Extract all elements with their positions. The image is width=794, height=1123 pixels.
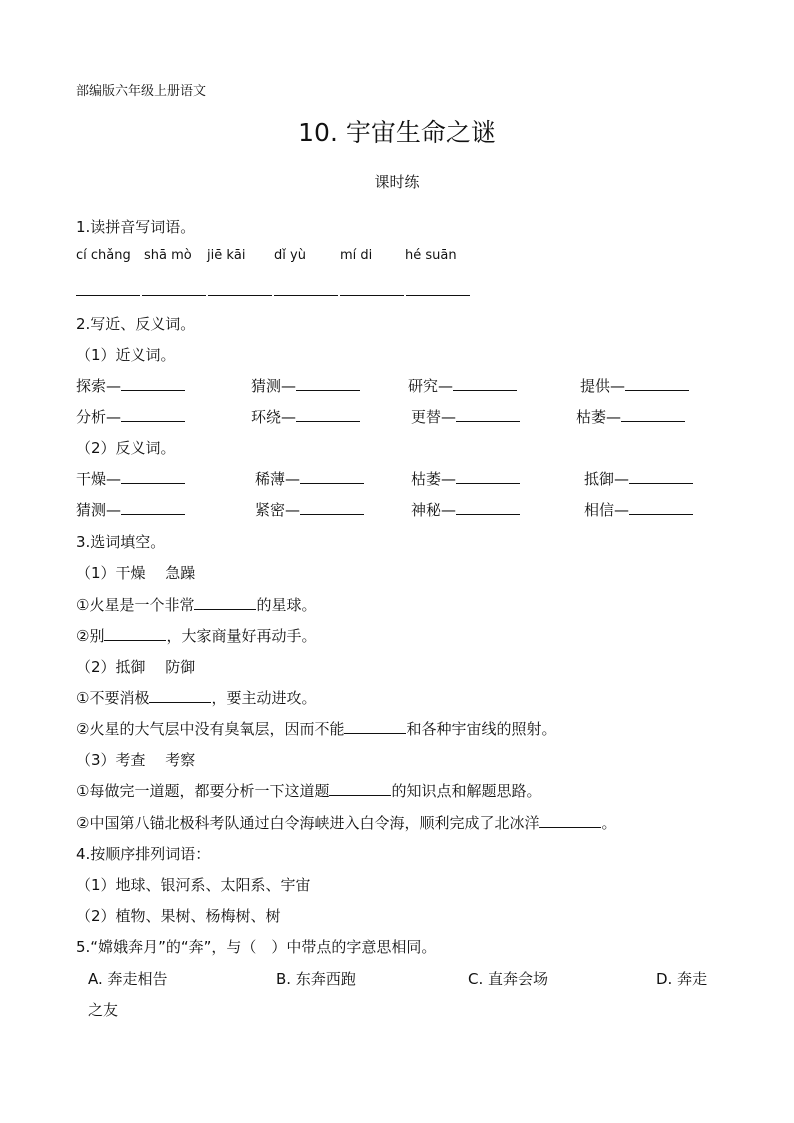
q5-option-d[interactable]: D. 奔走 bbox=[656, 970, 708, 988]
q3-sentence: ①火星是一个非常 的星球。 bbox=[76, 596, 317, 614]
q2-ant-item: 相信— bbox=[584, 499, 693, 520]
document-header: 部编版六年级上册语文 bbox=[76, 84, 207, 99]
q2-syn-item: 环绕— bbox=[251, 406, 360, 427]
page-title: 10. 宇宙生命之谜 bbox=[298, 118, 496, 147]
q2-syn-item: 更替— bbox=[411, 406, 520, 427]
q4-item-1: （1）地球、银河系、太阳系、宇宙 bbox=[76, 876, 311, 894]
q2-syn-item: 枯萎— bbox=[576, 406, 685, 427]
q1-pinyin-3: jiē kāi bbox=[207, 248, 246, 263]
q1-blank-5[interactable] bbox=[340, 280, 404, 296]
q3-sentence: ②别 ，大家商量好再动手。 bbox=[76, 627, 317, 645]
q5-option-b[interactable]: B. 东奔西跑 bbox=[276, 970, 356, 988]
q2-ant-item: 抵御— bbox=[584, 468, 693, 489]
q2-ant-item: 神秘— bbox=[411, 499, 520, 520]
q3-group-1: （1）干燥 急躁 bbox=[76, 564, 196, 582]
q1-pinyin-1: cí chǎng bbox=[76, 248, 131, 263]
q2-ant-item: 猜测— bbox=[76, 499, 185, 520]
answer-blank[interactable] bbox=[329, 781, 391, 796]
q4-prompt: 4.按顺序排列词语： bbox=[76, 845, 211, 863]
q1-blank-2[interactable] bbox=[142, 280, 206, 296]
answer-blank[interactable] bbox=[625, 376, 689, 391]
q2-syn-item: 猜测— bbox=[251, 375, 360, 396]
q1-blank-3[interactable] bbox=[208, 280, 272, 296]
answer-blank[interactable] bbox=[456, 469, 520, 484]
answer-blank[interactable] bbox=[104, 626, 166, 641]
q1-blank-4[interactable] bbox=[274, 280, 338, 296]
answer-blank[interactable] bbox=[453, 376, 517, 391]
q1-answer-blanks[interactable] bbox=[76, 280, 470, 296]
q2-ant-item: 枯萎— bbox=[411, 468, 520, 489]
q3-sentence: ②火星的大气层中没有臭氧层，因而不能 和各种宇宙线的照射。 bbox=[76, 720, 557, 738]
answer-blank[interactable] bbox=[629, 500, 693, 515]
answer-blank[interactable] bbox=[539, 813, 601, 828]
q1-pinyin-5: mí di bbox=[340, 248, 373, 263]
q5-option-c[interactable]: C. 直奔会场 bbox=[468, 970, 549, 988]
answer-blank[interactable] bbox=[300, 500, 364, 515]
answer-blank[interactable] bbox=[121, 500, 185, 515]
q1-blank-6[interactable] bbox=[406, 280, 470, 296]
q1-blank-1[interactable] bbox=[76, 280, 140, 296]
answer-blank[interactable] bbox=[629, 469, 693, 484]
q1-pinyin-6: hé suān bbox=[405, 248, 457, 263]
q1-pinyin-2: shā mò bbox=[144, 248, 192, 263]
page-subtitle: 课时练 bbox=[374, 173, 420, 191]
answer-blank[interactable] bbox=[121, 469, 185, 484]
answer-blank[interactable] bbox=[149, 688, 211, 703]
q1-prompt: 1.读拼音写词语。 bbox=[76, 218, 196, 236]
q2-prompt: 2.写近、反义词。 bbox=[76, 315, 196, 333]
q2-ant-item: 干燥— bbox=[76, 468, 185, 489]
answer-blank[interactable] bbox=[121, 376, 185, 391]
q3-prompt: 3.选词填空。 bbox=[76, 533, 166, 551]
answer-blank[interactable] bbox=[300, 469, 364, 484]
q1-pinyin-4: dǐ yù bbox=[274, 248, 306, 263]
answer-blank[interactable] bbox=[344, 719, 406, 734]
q2-syn-item: 研究— bbox=[408, 375, 517, 396]
answer-blank[interactable] bbox=[456, 407, 520, 422]
answer-blank[interactable] bbox=[296, 407, 360, 422]
q2-syn-item: 探索— bbox=[76, 375, 185, 396]
q2-syn-item: 分析— bbox=[76, 406, 185, 427]
q4-item-2: （2）植物、果树、杨梅树、树 bbox=[76, 907, 281, 925]
q2-synonym-heading: （1）近义词。 bbox=[76, 346, 176, 364]
q2-ant-item: 紧密— bbox=[255, 499, 364, 520]
q2-syn-item: 提供— bbox=[580, 375, 689, 396]
answer-blank[interactable] bbox=[194, 595, 256, 610]
q5-option-d-wrap: 之友 bbox=[88, 1001, 119, 1019]
q5-prompt: 5.“嫦娥奔月”的“奔”，与（ ）中带点的字意思相同。 bbox=[76, 938, 437, 956]
answer-blank[interactable] bbox=[456, 500, 520, 515]
q5-option-a[interactable]: A. 奔走相告 bbox=[88, 970, 168, 988]
q2-ant-item: 稀薄— bbox=[255, 468, 364, 489]
answer-blank[interactable] bbox=[621, 407, 685, 422]
answer-blank[interactable] bbox=[121, 407, 185, 422]
q2-antonym-heading: （2）反义词。 bbox=[76, 439, 176, 457]
q3-sentence: ①每做完一道题，都要分析一下这道题 的知识点和解题思路。 bbox=[76, 782, 542, 800]
q3-sentence: ②中国第八锚北极科考队通过白令海峡进入白令海，顺利完成了北冰洋 。 bbox=[76, 814, 617, 832]
q3-group-2: （2）抵御 防御 bbox=[76, 658, 196, 676]
q3-sentence: ①不要消极 ，要主动进攻。 bbox=[76, 689, 317, 707]
q3-group-3: （3）考查 考察 bbox=[76, 751, 196, 769]
answer-blank[interactable] bbox=[296, 376, 360, 391]
